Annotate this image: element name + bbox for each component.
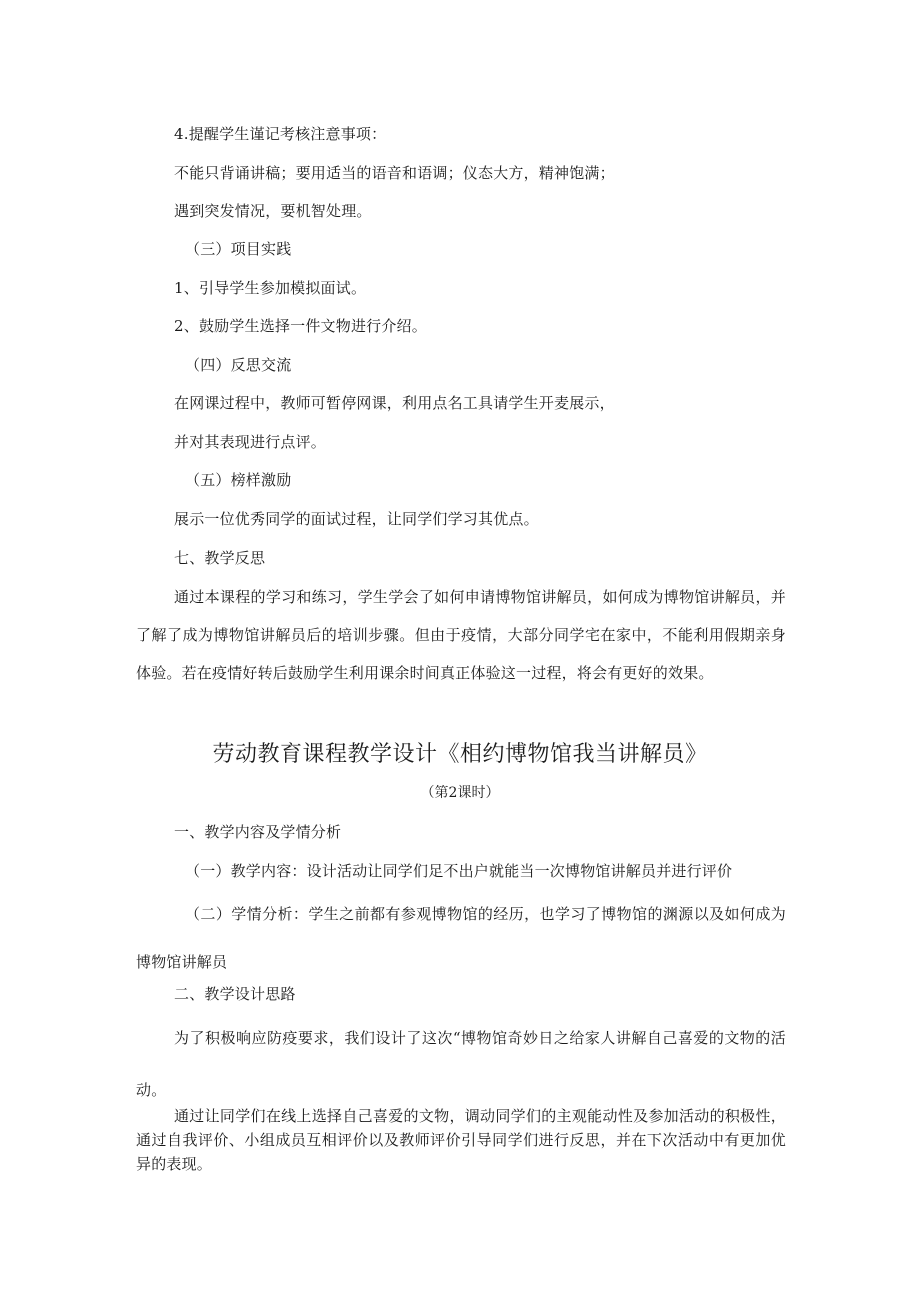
practice-item-1: 1、引导学生参加模拟面试。 bbox=[174, 279, 367, 297]
model-line: 展示一位优秀同学的面试过程，让同学们学习其优点。 bbox=[174, 510, 539, 528]
teaching-reflection-heading: 七、教学反思 bbox=[174, 549, 266, 567]
content-heading: 一、教学内容及学情分析 bbox=[174, 823, 342, 841]
item4-line2: 遇到突发情况，要机智处理。 bbox=[174, 202, 372, 220]
lesson2-title: 劳动教育课程教学设计《相约博物馆我当讲解员》 bbox=[212, 742, 708, 767]
reflect-heading: （四）反思交流 bbox=[185, 356, 292, 374]
design-paragraph-2: 通过让同学们在线上选择自己喜爱的文物，调动同学们的主观能动性及参加活动的积极性，通过自我评价、小组成员互相评价以及教师评价引导同学们进行反思，并在下次活动中有更加优异的表现。 bbox=[136, 1107, 786, 1173]
practice-item-2: 2、鼓励学生选择一件文物进行介绍。 bbox=[174, 317, 427, 335]
practice-heading: （三）项目实践 bbox=[185, 240, 292, 258]
design-paragraph-1: 为了积极响应防疫要求，我们设计了这次“博物馆奇妙日之给家人讲解自己喜爱的文物的活动。 bbox=[136, 1029, 786, 1099]
teaching-reflection-paragraph: 通过本课程的学习和练习，学生学会了如何申请博物馆讲解员，如何成为博物馆讲解员，并了解了成为博物馆讲解员后的培训步骤。但由于疫情，大部分同学宅在家中，不能利用假期亲身体验。若在疫情好转后鼓励学生利用课余时间真正体验这一过程，将会有更好的效果。 bbox=[136, 588, 786, 682]
lesson2-subtitle: （第2课时） bbox=[420, 785, 500, 801]
item4-heading: 4.提醒学生谨记考核注意事项： bbox=[174, 125, 387, 143]
reflect-line2: 并对其表现进行点评。 bbox=[174, 433, 327, 451]
content-item-1: （一）教学内容：设计活动让同学们足不出户就能当一次博物馆讲解员并进行评价 bbox=[185, 862, 733, 880]
content-item-2: （二）学情分析：学生之前都有参观博物馆的经历，也学习了博物馆的渊源以及如何成为博物馆讲解员 bbox=[136, 905, 786, 971]
design-heading: 二、教学设计思路 bbox=[174, 985, 296, 1003]
model-heading: （五）榜样激励 bbox=[185, 471, 292, 489]
item4-line1: 不能只背诵讲稿；要用适当的语音和语调；仪态大方，精神饱满； bbox=[174, 164, 615, 182]
reflect-line1: 在网课过程中，教师可暂停网课，利用点名工具请学生开麦展示， bbox=[174, 394, 615, 412]
